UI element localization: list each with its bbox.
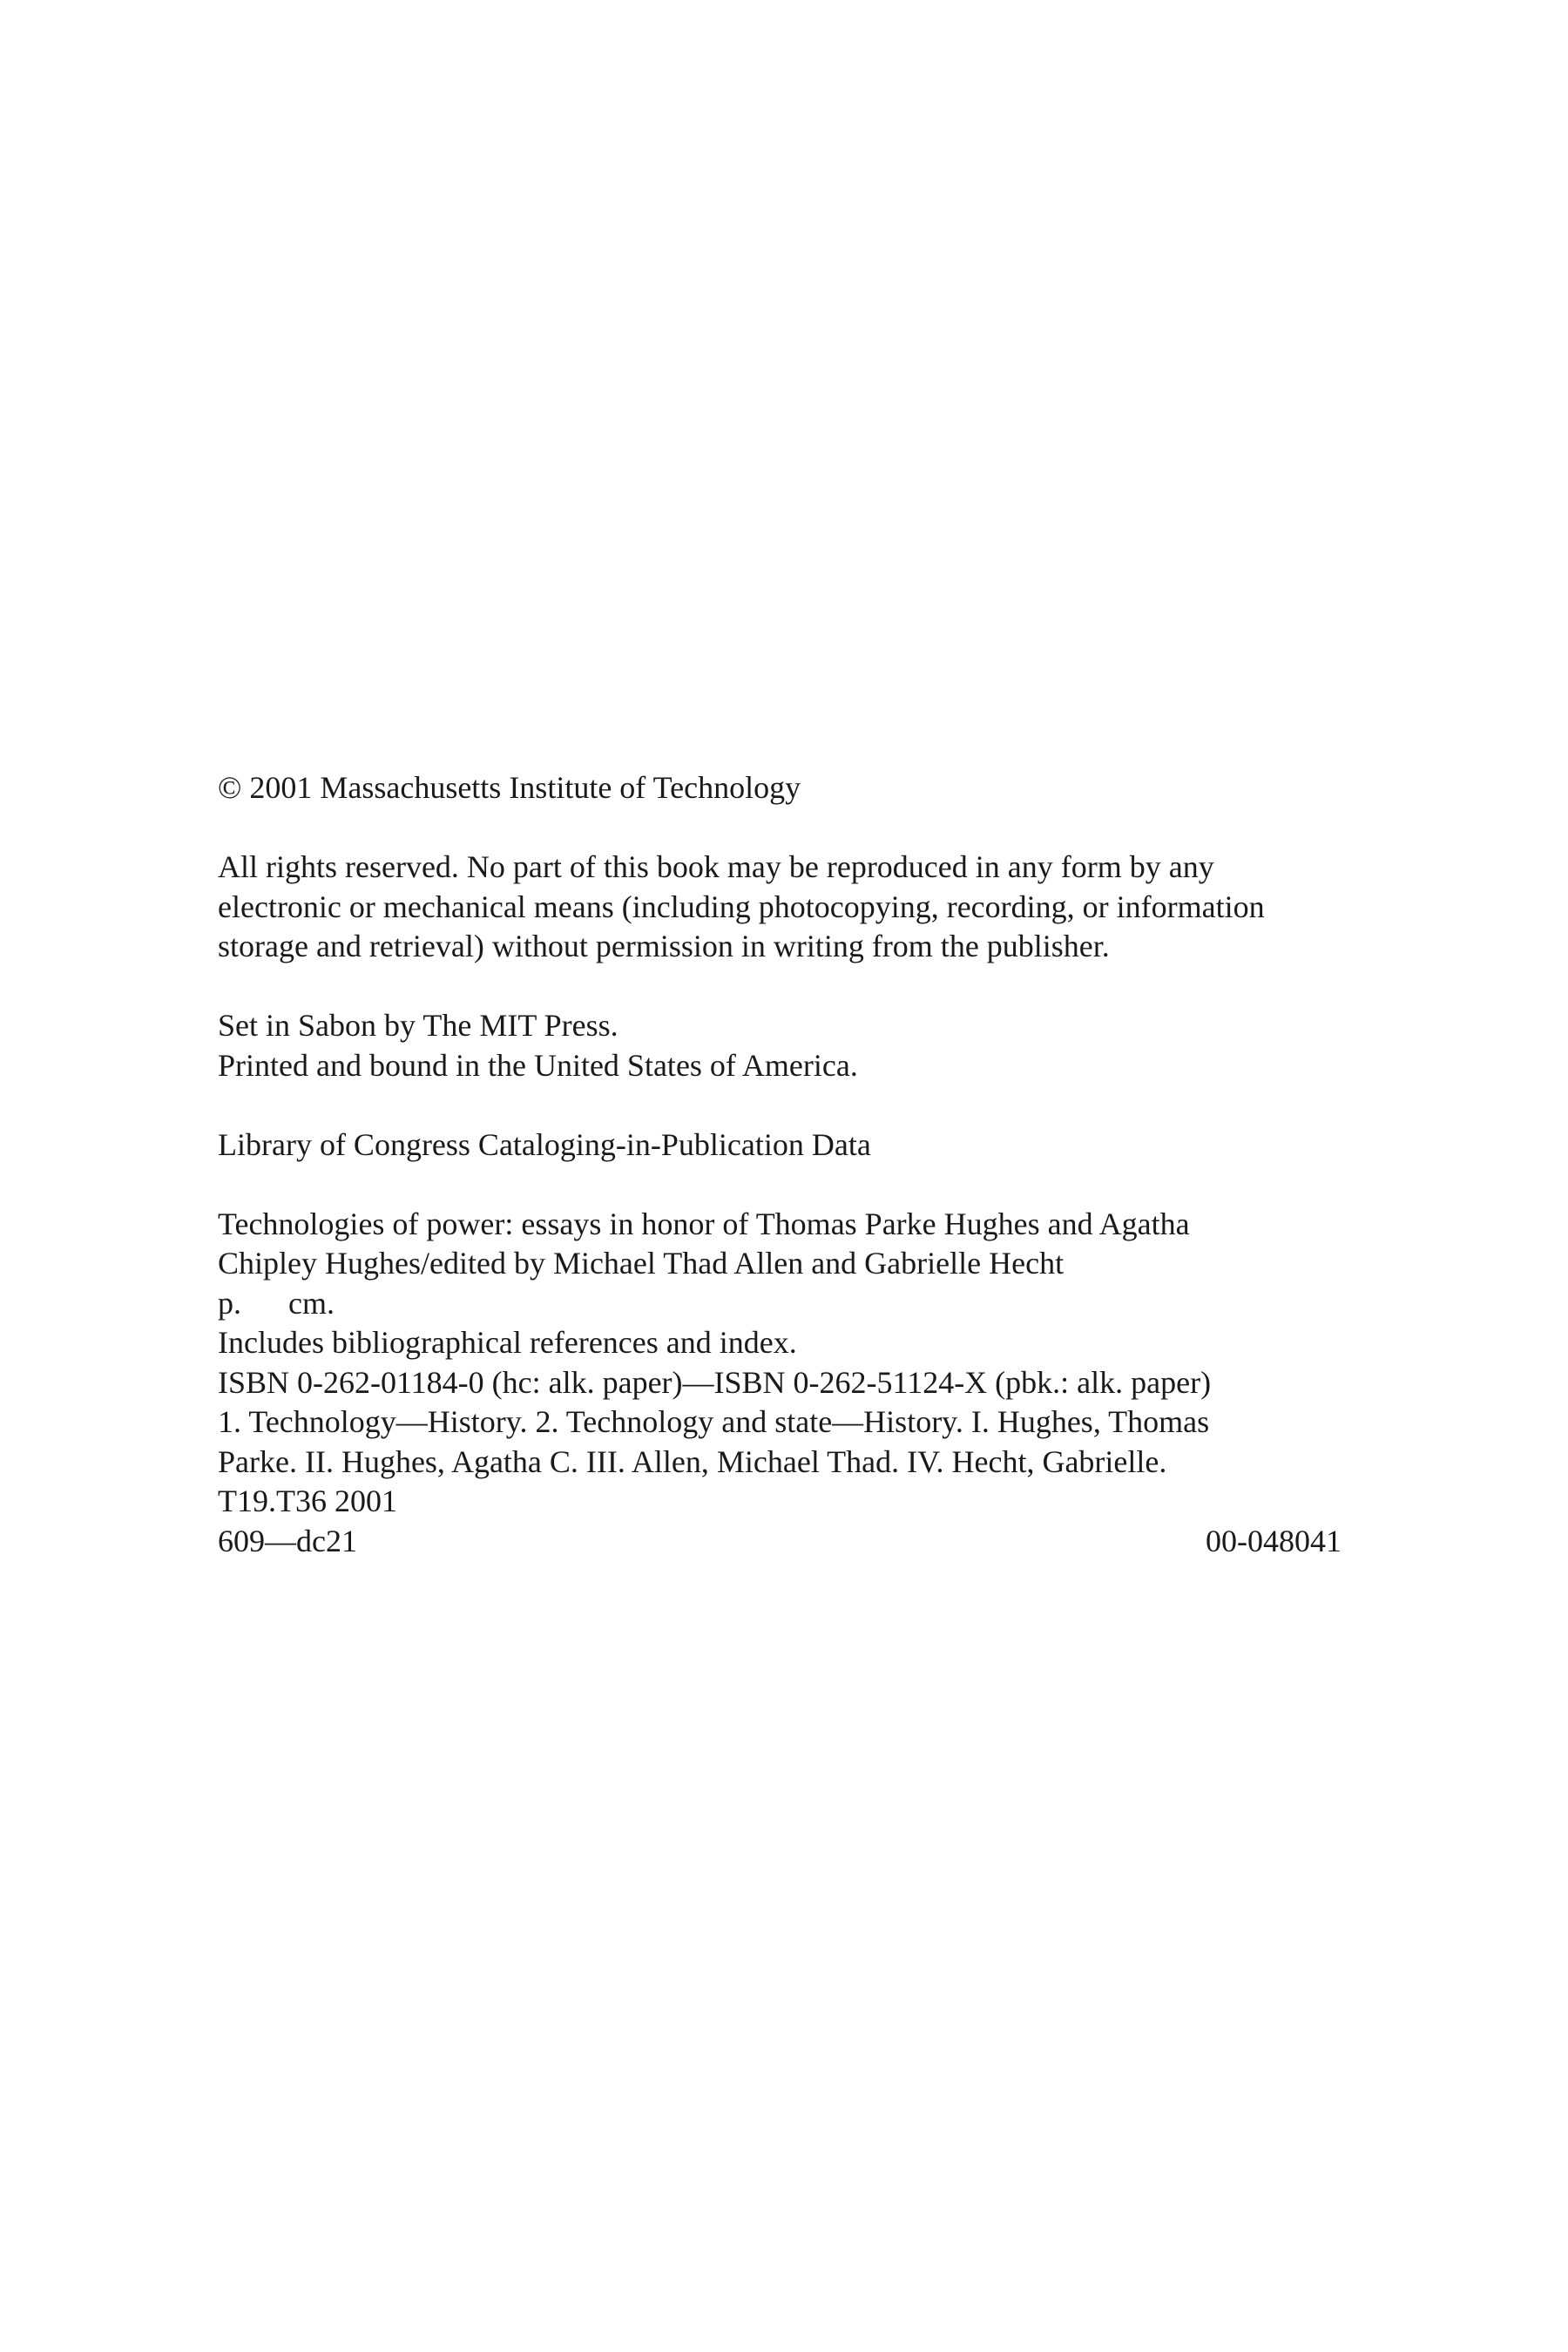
spacer [218,1165,1350,1205]
spacer [218,967,1350,1007]
typeset-note: Set in Sabon by The MIT Press. [218,1008,618,1043]
copyright-notice: © 2001 Massachusetts Institute of Technology [218,770,801,805]
cip-isbn: ISBN 0-262-01184-0 (hc: alk. paper)—ISBN 0-262-51124-X (pbk.: alk. paper) [218,1364,1212,1400]
cip-p: p. [218,1285,241,1321]
cip-subjects-line-2: Parke. II. Hughes, Agatha C. III. Allen, Michael Thad. IV. Hecht, Gabrielle. [218,1443,1167,1479]
cip-title-line-2: Chipley Hughes/edited by Michael Thad Allen and Gabrielle Hecht [218,1246,1064,1281]
spacer [218,808,1350,848]
cip-cm: cm. [288,1285,335,1321]
cip-lccn: 00-048041 [1206,1523,1342,1558]
copyright-block [218,768,1350,1561]
cip-includes: Includes bibliographical references and index. [218,1325,797,1360]
cip-classification-row [218,1522,1342,1562]
cip-call-number: T19.T36 2001 [218,1484,397,1518]
cip-dewey: 609—dc21 [218,1523,357,1558]
cip-pagination [218,1284,1350,1324]
rights-line-1: All rights reserved. No part of this book may be reproduced in any form by any [218,849,1214,884]
spacer [218,1085,1350,1125]
printed-note: Printed and bound in the United States of America. [218,1047,858,1083]
cip-subjects-line-1: 1. Technology—History. 2. Technology and state—History. I. Hughes, Thomas [218,1404,1210,1439]
cip-heading: Library of Congress Cataloging-in-Publication Data [218,1126,871,1162]
cip-title-line-1: Technologies of power: essays in honor of Thomas Parke Hughes and Agatha [218,1206,1190,1241]
rights-line-2: electronic or mechanical means (including photocopying, recording, or information [218,889,1265,924]
rights-line-3: storage and retrieval) without permission in writing from the publisher. [218,929,1110,963]
